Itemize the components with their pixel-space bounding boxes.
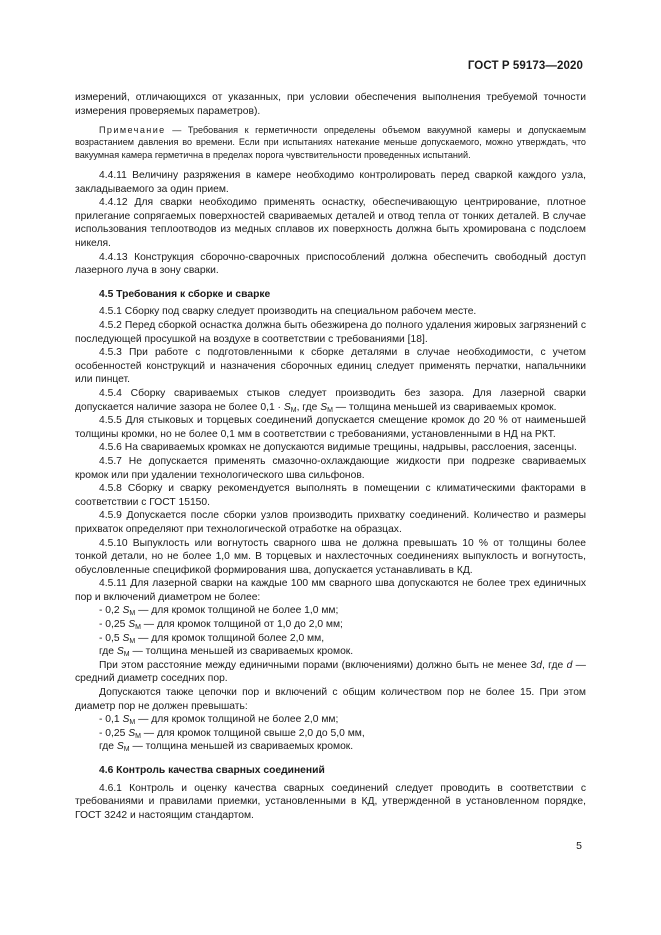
section-heading-4-6: 4.6 Контроль качества сварных соединений [99,765,325,777]
symbol-subscript: М [327,406,333,414]
where-clause [75,645,586,659]
text-segment: , где [296,401,321,413]
text-segment: где [99,741,117,753]
paragraph-4-5-10: 4.5.10 Выпуклость или вогнутость сварного шва не должна превышать 10 % от толщины более тонкой детали, но не более 1,0 мм. В торцевых и нахлесточных соединениях выпуклость и вогнутость, обусловленные спецификой формирования шва, допускается устанавливать в КД. [75,537,586,576]
symbol-d: d [566,659,573,671]
paragraph-4-6-1: 4.6.1 Контроль и оценку качества сварных соединений следует проводить в соответствии с требованиями и правилами приемки, установленными в КД, утвержденной в установленном порядке, ГОСТ 3242 и настоящим стандартом. [75,782,586,821]
dash: - [99,632,106,644]
chains-paragraph: Допускаются также цепочки пор и включений с общим количеством пор не более 15. При этом диаметр пор не должен превышать: [75,687,586,712]
symbol-d: d [536,659,542,671]
dash: - [99,714,106,726]
list-text: — для кромок толщиной не более 1,0 мм; [135,605,339,617]
note-label: Примечание [99,125,166,136]
symbol-s: S [320,401,328,413]
paragraph-4-5-9: 4.5.9 Допускается после сборки узлов производить прихватку соединений. Количество и размеры прихваток определяют при технологической отработке на образцах. [75,510,586,535]
document-body [75,91,586,822]
symbol-subscript: М [290,406,297,414]
paragraph-4-5-4 [75,387,586,414]
list-coef: 0,2 [105,605,123,617]
standard-designation: ГОСТ Р 59173—2020 [467,60,583,72]
dash: - [99,619,106,631]
dash: - [99,605,106,617]
symbol-subscript: М [129,610,136,618]
list-item [75,727,586,741]
list-item [75,618,586,632]
list-coef: 0,5 [105,632,123,644]
list-text: — для кромок толщиной более 2,0 мм, [135,632,325,644]
page-number: 5 [576,840,582,852]
symbol-s: S [116,741,124,753]
symbol-subscript: М [123,651,130,659]
paragraph-4-5-6: 4.5.6 На свариваемых кромках не допускаются видимые трещины, надрывы, расслоения, засенцы. [99,442,577,454]
text-segment: — толщина меньшей из свариваемых кромок. [129,646,354,658]
paragraph-4-5-8: 4.5.8 Сборку и сварку рекомендуется выполнять в помещении с климатическими факторами в соответствии с ГОСТ 15150. [75,483,586,508]
symbol-s: S [116,646,124,658]
paragraph-4-5-5: 4.5.5 Для стыковых и торцевых соединений допускается смещение кромок до 20 % от наименьшей толщины кромки, но не более 0,1 мм в соответствии с требованиями, установленными в НД на РКТ. [75,415,586,440]
list-coef: 0,25 [105,727,129,739]
paragraph-continuation: измерений, отличающихся от указанных, при условии обеспечения выполнения требуемой точности измерения проверяемых параметров). [75,92,586,117]
symbol-subscript: М [129,637,136,645]
list-text: — для кромок толщиной от 1,0 до 2,0 мм; [140,619,343,631]
paragraph-4-5-7: 4.5.7 Не допускается применять смазочно-охлаждающие жидкости при подрезке свариваемых кромок или при удалении технологического шва сильфонов. [75,455,586,481]
symbol-s: S [122,632,130,644]
paragraph-4-4-12: 4.4.12 Для сварки необходимо применять оснастку, обеспечивающую центрирование, плотное прилегание сопрягаемых поверхностей свариваемых деталей и отвод тепла от тонких деталей. В случае использования теплоотводов из медных сплавов их поверхность должна быть хромирована с подслоем никеля. [75,197,586,250]
paragraph-4-5-3: 4.5.3 При работе с подготовленными к сборке деталями в случае необходимости, с учетом особенностей конструкций и назначения сборочных единиц следует применять перчатки, напальчники или пинцет. [75,347,586,386]
paragraph-4-5-11: 4.5.11 Для лазерной сварки на каждые 100 мм сварного шва допускаются не более трех единичных пор и включений диаметром не более: [75,578,586,603]
paragraph-4-5-2: 4.5.2 Перед сборкой оснастка должна быть обезжирена до полного удаления жировых загрязнений с последующей просушкой на воздухе в соответствии с требованиями [18]. [75,320,586,345]
symbol-s: S [122,714,130,726]
paragraph-4-4-11: 4.4.11 Величину разряжения в камере необходимо контролировать перед сваркой каждого узла, закладываемого за один прием. [75,170,586,195]
pore-size-list [75,604,586,645]
section-heading-4-5: 4.5 Требования к сборке и сварке [99,288,271,300]
dash: - [99,727,106,739]
note-paragraph [75,124,586,161]
text-segment: При этом расстояние между единичными порами (включениями) должно быть не менее 3 [99,659,537,671]
symbol-s: S [128,727,136,739]
list-item [75,604,586,618]
list-item [75,632,586,646]
paragraph-4-4-13: 4.4.13 Конструкция сборочно-сварочных приспособлений должна обеспечить свободный доступ лазерного луча в зону сварки. [75,251,586,277]
chain-pore-list [75,713,586,740]
list-text: — для кромок толщиной не более 2,0 мм; [135,714,339,726]
text-segment: — толщина меньшей из свариваемых кромок. [129,741,354,753]
text-segment: — средний диаметр соседних пор. [75,659,586,685]
symbol-subscript: М [129,719,136,727]
text-segment: где [99,646,117,658]
symbol-subscript: М [123,746,130,754]
symbol-subscript: М [135,624,141,632]
text-segment: , где [541,659,564,671]
text-segment: 4.5.4 Сборку свариваемых стыков следует производить без зазора. Для лазерной сварки допускается наличие зазора не более 0,1 · [75,387,586,413]
paragraph-4-5-1: 4.5.1 Сборку под сварку следует производить на специальном рабочем месте. [99,306,477,318]
symbol-s: S [283,401,291,413]
list-item [75,713,586,727]
symbol-subscript: М [135,732,141,740]
distance-paragraph [75,659,586,686]
list-coef: 0,1 [105,714,123,726]
list-text: — для кромок толщиной свыше 2,0 до 5,0 мм, [140,727,365,739]
symbol-s: S [122,605,130,617]
text-segment: — толщина меньшей из свариваемых кромок. [332,401,557,413]
symbol-s: S [128,619,136,631]
note-text: — Требования к герметичности определены объемом вакуумной камеры и допускаемым возрастанием давления во времени. Если при испытаниях натекание меньше допускаемого, можно утверждать, что вакуумная камера герметична в пределах порога чувствительности проведенных испытаний. [75,125,586,160]
list-coef: 0,25 [105,619,129,631]
where-clause [75,740,586,754]
